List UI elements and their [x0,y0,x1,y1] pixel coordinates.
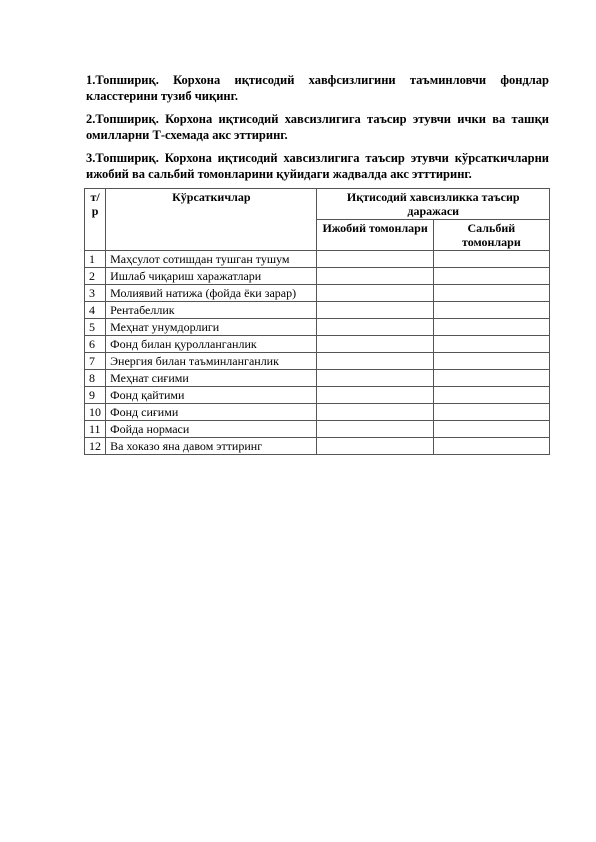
row-number: 11 [85,421,106,438]
header-number: т/р [85,189,106,251]
table-row [85,285,550,302]
row-number: 9 [85,387,106,404]
row-number: 6 [85,336,106,353]
row-number: 3 [85,285,106,302]
row-positive-cell [317,370,433,387]
row-positive-cell [317,387,433,404]
row-positive-cell [317,319,433,336]
row-positive-cell [317,336,433,353]
row-positive-cell [317,438,433,455]
row-indicator: Ишлаб чиқариш харажатлари [106,268,317,285]
row-indicator: Фонд қайтими [106,387,317,404]
row-number: 1 [85,251,106,268]
table-row [85,336,550,353]
table-row [85,438,550,455]
row-negative-cell [433,268,549,285]
row-indicator: Маҳсулот сотишдан тушган тушум [106,251,317,268]
row-indicator: Меҳнат унумдорлиги [106,319,317,336]
row-indicator: Рентабеллик [106,302,317,319]
row-indicator: Меҳнат сиғими [106,370,317,387]
table-row [85,302,550,319]
row-negative-cell [433,370,549,387]
header-indicators: Кўрсаткичлар [106,189,317,251]
row-positive-cell [317,268,433,285]
table-row [85,319,550,336]
row-negative-cell [433,404,549,421]
header-negative: Сальбий томонлари [433,220,549,251]
row-indicator: Фойда нормаси [106,421,317,438]
row-negative-cell [433,353,549,370]
table-row [85,353,550,370]
task-3: 3.Топшириқ. Корхона иқтисодий хавсизлигига таъсир этувчи кўрсаткичларни ижобий ва сальбий томонларини қуйидаги жадвалда акс этттиринг. [86,150,549,181]
row-negative-cell [433,387,549,404]
row-indicator: Фонд сиғими [106,404,317,421]
header-positive: Ижобий томонлари [317,220,433,251]
row-positive-cell [317,285,433,302]
row-negative-cell [433,421,549,438]
row-number: 2 [85,268,106,285]
header-impact-level: Иқтисодий хавсизликка таъсир даражаси [317,189,550,220]
row-negative-cell [433,302,549,319]
table-row [85,370,550,387]
row-indicator: Ва хоказо яна давом эттиринг [106,438,317,455]
table-row [85,421,550,438]
row-number: 4 [85,302,106,319]
row-indicator: Энергия билан таъминланганлик [106,353,317,370]
table-body [85,251,550,455]
row-positive-cell [317,404,433,421]
row-number: 10 [85,404,106,421]
row-number: 5 [85,319,106,336]
indicators-table [84,188,550,455]
row-negative-cell [433,336,549,353]
row-positive-cell [317,421,433,438]
row-indicator: Молиявий натижа (фойда ёки зарар) [106,285,317,302]
row-positive-cell [317,251,433,268]
table-row [85,251,550,268]
row-negative-cell [433,438,549,455]
row-negative-cell [433,251,549,268]
task-1: 1.Топшириқ. Корхона иқтисодий хавфсизлигини таъминловчи фондлар класстерини тузиб чиқинг. [86,72,549,103]
row-number: 12 [85,438,106,455]
row-number: 7 [85,353,106,370]
row-negative-cell [433,319,549,336]
table-row [85,404,550,421]
row-number: 8 [85,370,106,387]
table-row [85,387,550,404]
row-negative-cell [433,285,549,302]
row-indicator: Фонд билан қуролланганлик [106,336,317,353]
task-2: 2.Топшириқ. Корхона иқтисодий хавсизлигига таъсир этувчи ички ва ташқи омилларни Т-схемада акс эттиринг. [86,111,549,142]
table-row [85,268,550,285]
row-positive-cell [317,353,433,370]
row-positive-cell [317,302,433,319]
